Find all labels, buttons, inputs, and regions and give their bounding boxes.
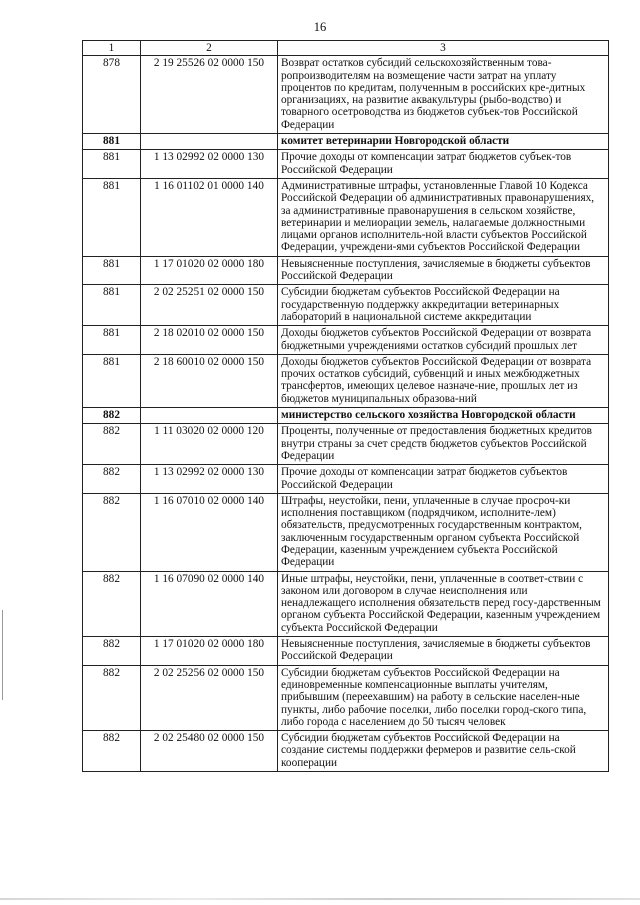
header-col-1: 1 — [83, 41, 141, 56]
admin-code-cell: 881 — [83, 134, 141, 150]
header-col-3: 3 — [278, 41, 609, 56]
table-row — [83, 256, 609, 285]
table-row — [83, 326, 609, 355]
description-cell: комитет ветеринарии Новгородской области — [278, 134, 609, 150]
budget-code-cell: 2 02 25251 02 0000 150 — [141, 285, 278, 326]
table-row — [83, 150, 609, 179]
income-codes-table — [82, 40, 609, 772]
admin-code-cell: 881 — [83, 354, 141, 407]
table-row — [83, 571, 609, 636]
description-cell: Прочие доходы от компенсации затрат бюджетов субъек-тов Российской Федерации — [278, 150, 609, 179]
table-row — [83, 56, 609, 134]
budget-code-cell: 2 02 25480 02 0000 150 — [141, 731, 278, 772]
admin-code-cell: 882 — [83, 665, 141, 730]
admin-code-cell: 878 — [83, 56, 141, 134]
description-cell: Субсидии бюджетам субъектов Российской Федерации на государственную поддержку аккредитации ветеринарных лабораторий в национальной системе аккредитации — [278, 285, 609, 326]
scan-edge-artifact — [0, 898, 640, 900]
budget-code-cell: 1 16 01102 01 0000 140 — [141, 178, 278, 256]
table-body — [83, 56, 609, 772]
admin-code-cell: 882 — [83, 637, 141, 666]
table-row — [83, 731, 609, 772]
table-row — [83, 178, 609, 256]
header-col-2: 2 — [141, 41, 278, 56]
admin-code-cell: 882 — [83, 424, 141, 465]
budget-code-cell: 2 19 25526 02 0000 150 — [141, 56, 278, 134]
description-cell: Иные штрафы, неустойки, пени, уплаченные в соответ-ствии с законом или договором в случае неисполнения или ненадлежащего исполнения обязательств перед госу-дарственным органом субъекта Российской Федерации, казенным учреждением субъекта Российской Федерации — [278, 571, 609, 636]
budget-code-cell: 1 16 07010 02 0000 140 — [141, 493, 278, 571]
table-row — [83, 637, 609, 666]
budget-code-cell: 1 13 02992 02 0000 130 — [141, 150, 278, 179]
admin-code-cell: 881 — [83, 178, 141, 256]
description-cell: Невыясненные поступления, зачисляемые в бюджеты субъектов Российской Федерации — [278, 637, 609, 666]
admin-code-cell: 882 — [83, 493, 141, 571]
description-cell: Доходы бюджетов субъектов Российской Федерации от возврата бюджетными учреждениями остатков субсидий прошлых лет — [278, 326, 609, 355]
section-header-row — [83, 134, 609, 150]
budget-code-cell: 1 11 03020 02 0000 120 — [141, 424, 278, 465]
budget-code-cell — [141, 134, 278, 150]
budget-code-cell: 1 13 02992 02 0000 130 — [141, 465, 278, 494]
description-cell: Невыясненные поступления, зачисляемые в бюджеты субъектов Российской Федерации — [278, 256, 609, 285]
description-cell: министерство сельского хозяйства Новгородской области — [278, 408, 609, 424]
admin-code-cell: 882 — [83, 465, 141, 494]
table-header-row — [83, 41, 609, 56]
admin-code-cell: 881 — [83, 326, 141, 355]
description-cell: Штрафы, неустойки, пени, уплаченные в случае просроч-ки исполнения поставщиком (подрядчиком, исполните-лем) обязательств, предусмотренных государственным контрактом, заключенным государственным органом субъекта Российской Федерации, казенным учреждением субъекта Российской Федерации — [278, 493, 609, 571]
table-row — [83, 424, 609, 465]
table-row — [83, 493, 609, 571]
budget-code-cell: 1 17 01020 02 0000 180 — [141, 637, 278, 666]
budget-code-cell: 1 17 01020 02 0000 180 — [141, 256, 278, 285]
admin-code-cell: 881 — [83, 150, 141, 179]
scan-margin-mark — [2, 610, 3, 700]
description-cell: Субсидии бюджетам субъектов Российской Федерации на создание системы поддержки фермеров и развитие сель-ской кооперации — [278, 731, 609, 772]
admin-code-cell: 882 — [83, 571, 141, 636]
description-cell: Административные штрафы, установленные Главой 10 Кодекса Российской Федерации об административных правонарушениях, за административные правонарушения в сельском хозяйстве, ветеринарии и мелиорации земель, налагаемые должностными лицами органов исполнитель-ной власти субъектов Российской Федерации, учреждени-ями субъектов Российской Федерации — [278, 178, 609, 256]
description-cell: Субсидии бюджетам субъектов Российской Федерации на единовременные компенсационные выплаты учителям, прибывшим (переехавшим) на работу в сельские населен-ные пункты, либо рабочие поселки, либо поселки город-ского типа, либо города с населением до 50 тысяч человек — [278, 665, 609, 730]
budget-code-cell: 2 18 60010 02 0000 150 — [141, 354, 278, 407]
budget-code-cell — [141, 408, 278, 424]
table-row — [83, 285, 609, 326]
budget-code-cell: 1 16 07090 02 0000 140 — [141, 571, 278, 636]
section-header-row — [83, 408, 609, 424]
admin-code-cell: 882 — [83, 408, 141, 424]
admin-code-cell: 882 — [83, 731, 141, 772]
budget-code-cell: 2 18 02010 02 0000 150 — [141, 326, 278, 355]
description-cell: Проценты, полученные от предоставления бюджетных кредитов внутри страны за счет средств бюджетов субъектов Российской Федерации — [278, 424, 609, 465]
description-cell: Возврат остатков субсидий сельскохозяйственным това-ропроизводителям на возмещение части затрат на уплату процентов по кредитам, полученным в российских кре-дитных организациях, на развитие аквакультуры (рыбо-водство) и товарного осетроводства из бюджетов субъек-тов Российской Федерации — [278, 56, 609, 134]
admin-code-cell: 881 — [83, 285, 141, 326]
budget-code-cell: 2 02 25256 02 0000 150 — [141, 665, 278, 730]
page-number: 16 — [313, 20, 327, 34]
table-row — [83, 665, 609, 730]
description-cell: Доходы бюджетов субъектов Российской Федерации от возврата прочих остатков субсидий, субвенций и иных межбюджетных трансфертов, имеющих целевое назначе-ние, прошлых лет из бюджетов муниципальных образова-ний — [278, 354, 609, 407]
table-row — [83, 465, 609, 494]
table-row — [83, 354, 609, 407]
admin-code-cell: 881 — [83, 256, 141, 285]
description-cell: Прочие доходы от компенсации затрат бюджетов субъектов Российской Федерации — [278, 465, 609, 494]
